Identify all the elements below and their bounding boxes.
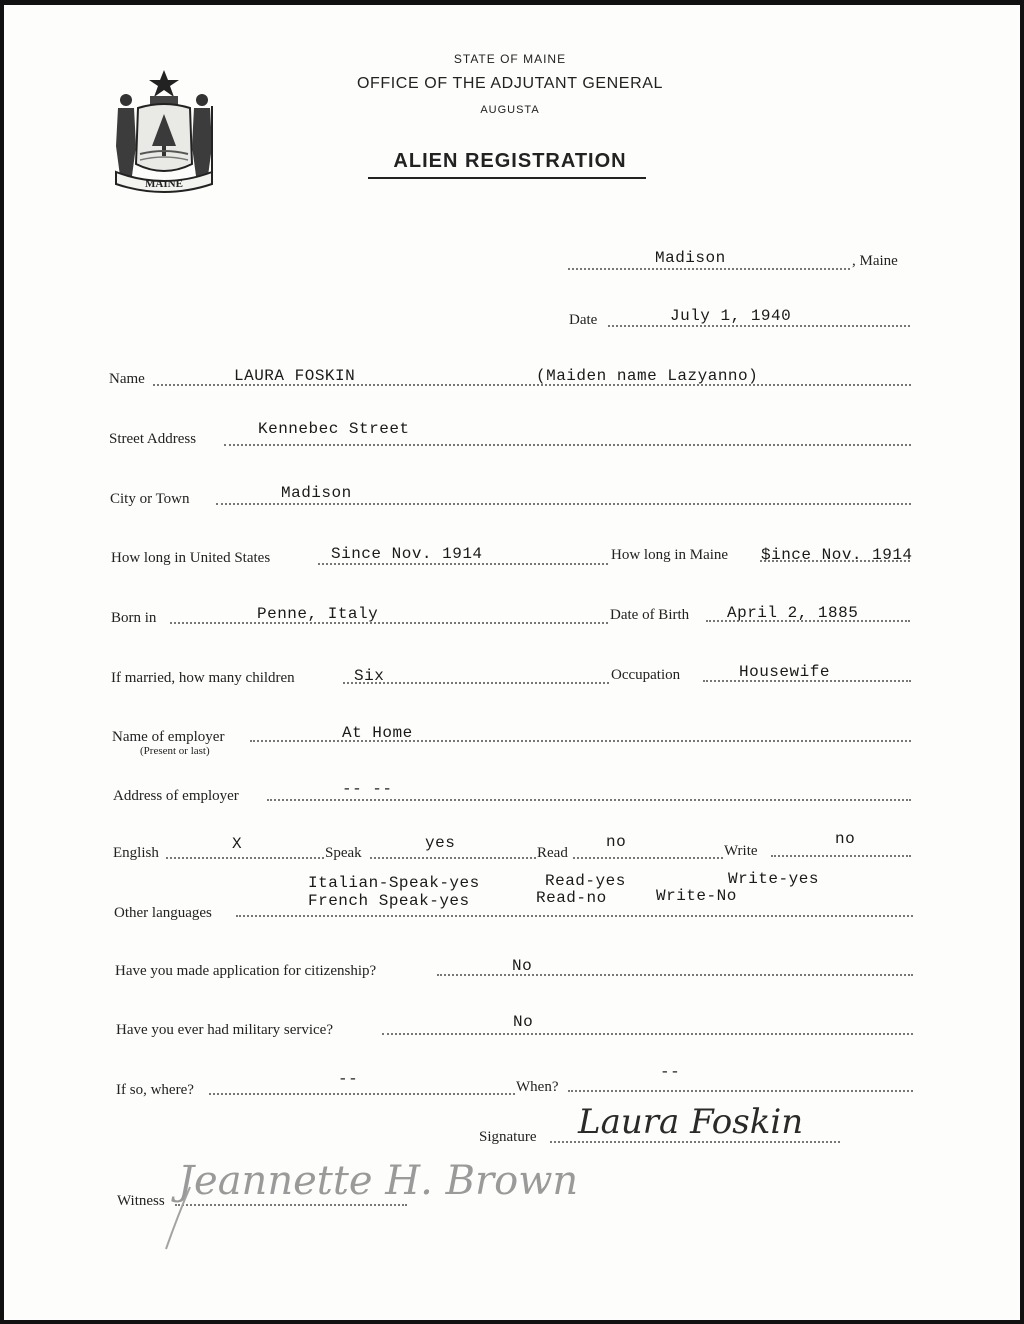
date-line xyxy=(608,325,910,327)
french-speak-value: French Speak-yes xyxy=(308,892,470,910)
birthplace-value: Penne, Italy xyxy=(257,605,379,623)
title-underline xyxy=(368,177,646,179)
witness-signature: Jeannette H. Brown xyxy=(178,1158,579,1204)
date-value: July 1, 1940 xyxy=(670,307,792,325)
place-line xyxy=(568,268,850,270)
city-label: City or Town xyxy=(110,491,190,507)
english-label: English xyxy=(113,845,159,861)
children-label: If married, how many children xyxy=(111,670,295,686)
military-line xyxy=(382,1033,913,1035)
maine-duration-value: $ince Nov. 1914 xyxy=(761,546,913,564)
name-value: LAURA FOSKIN xyxy=(234,367,356,385)
italian-speak-value: Italian-Speak-yes xyxy=(308,874,480,892)
other-languages-label: Other languages xyxy=(114,905,212,921)
city-line xyxy=(216,503,911,505)
italian-read-value: Read-yes xyxy=(545,872,626,890)
military-value: No xyxy=(513,1013,534,1031)
french-write-value: Write-No xyxy=(656,887,737,905)
where-line xyxy=(209,1093,515,1095)
street-value: Kennebec Street xyxy=(258,420,410,438)
speak-label: Speak xyxy=(325,845,362,861)
signature-label: Signature xyxy=(479,1129,537,1145)
maine-duration-label: How long in Maine xyxy=(611,547,729,563)
children-value: Six xyxy=(354,667,385,685)
us-duration-line xyxy=(318,563,608,565)
us-duration-value: Since Nov. 1914 xyxy=(331,545,483,563)
english-line xyxy=(166,857,324,859)
military-label: Have you ever had military service? xyxy=(116,1022,333,1038)
dob-label: Date of Birth xyxy=(610,607,690,623)
street-label: Street Address xyxy=(109,431,197,447)
form-title: ALIEN REGISTRATION xyxy=(393,150,627,172)
us-duration-label: How long in United States xyxy=(111,550,271,566)
read-label: Read xyxy=(537,845,568,861)
seal-banner-text: MAINE xyxy=(145,178,183,190)
place-value: Madison xyxy=(655,249,726,267)
employer-sublabel: (Present or last) xyxy=(140,745,210,757)
read-value: no xyxy=(606,833,627,851)
speak-line xyxy=(370,857,536,859)
street-line xyxy=(224,444,911,446)
employer-address-value: -- -- xyxy=(342,780,393,798)
when-label: When? xyxy=(516,1079,559,1095)
employer-label: Name of employer xyxy=(112,729,225,745)
date-label: Date xyxy=(569,312,598,328)
occupation-label: Occupation xyxy=(611,667,681,683)
write-label: Write xyxy=(724,843,758,859)
when-line xyxy=(568,1090,913,1092)
place-suffix-label: , Maine xyxy=(852,253,898,269)
city-heading: AUGUSTA xyxy=(480,104,540,116)
birthplace-label: Born in xyxy=(111,610,157,626)
citizenship-label: Have you made application for citizenship? xyxy=(115,963,377,979)
dob-value: April 2, 1885 xyxy=(727,604,859,622)
english-value: X xyxy=(232,835,243,853)
citizenship-value: No xyxy=(512,957,533,975)
where-value: -- xyxy=(338,1070,359,1088)
employer-address-label: Address of employer xyxy=(113,788,239,804)
read-line xyxy=(573,857,723,859)
witness-pen-stroke-icon xyxy=(160,1185,200,1255)
french-read-value: Read-no xyxy=(536,889,607,907)
employer-address-line xyxy=(267,799,911,801)
city-value: Madison xyxy=(281,484,352,502)
name-label: Name xyxy=(109,371,145,387)
birthplace-line xyxy=(170,622,608,624)
state-heading: STATE OF MAINE xyxy=(453,52,567,66)
other-languages-line xyxy=(236,915,913,917)
occupation-value: Housewife xyxy=(739,663,830,681)
maine-state-seal-icon xyxy=(108,66,220,196)
speak-value: yes xyxy=(425,834,456,852)
write-line xyxy=(771,855,911,857)
witness-label: Witness xyxy=(117,1193,165,1209)
citizenship-line xyxy=(437,974,913,976)
employer-value: At Home xyxy=(342,724,413,742)
where-label: If so, where? xyxy=(116,1082,194,1098)
office-heading: OFFICE OF THE ADJUTANT GENERAL xyxy=(356,75,664,92)
maiden-name-value: (Maiden name Lazyanno) xyxy=(536,367,759,385)
write-value: no xyxy=(835,830,856,848)
when-value: -- xyxy=(660,1063,681,1081)
applicant-signature: Laura Foskin xyxy=(578,1102,804,1142)
witness-line xyxy=(175,1204,407,1206)
italian-write-value: Write-yes xyxy=(728,870,819,888)
